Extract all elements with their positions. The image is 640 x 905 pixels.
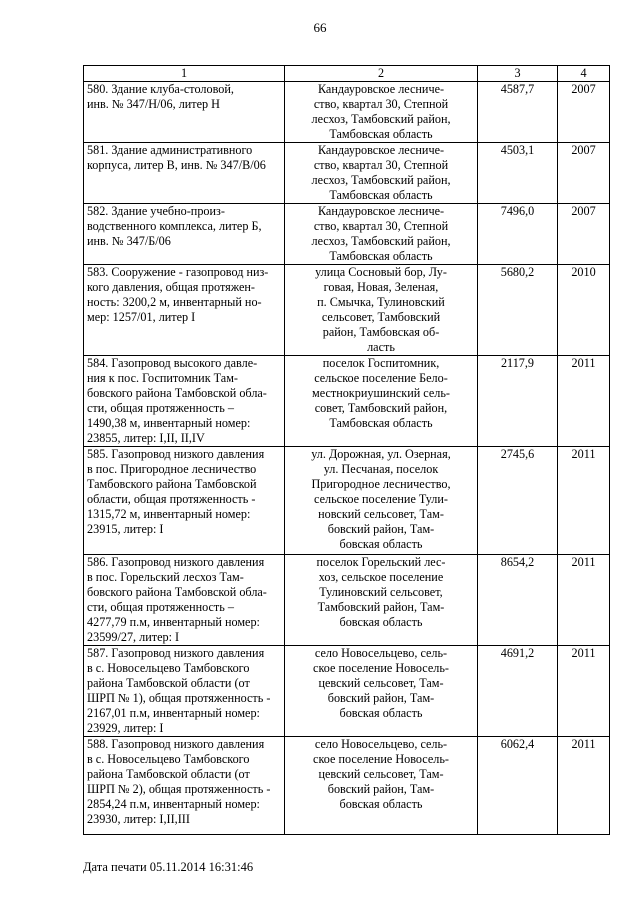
object-year-cell: 2011	[558, 737, 610, 835]
object-year-cell: 2011	[558, 646, 610, 737]
object-location-cell: Кандауровское лесниче- ство, квартал 30, Степной лесхоз, Тамбовский район, Тамбовская область	[285, 82, 478, 143]
property-table	[83, 65, 610, 835]
object-year-cell: 2011	[558, 447, 610, 555]
object-year-cell: 2007	[558, 204, 610, 265]
object-location-cell: поселок Горельский лес- хоз, сельское поселение Тулиновский сельсовет, Тамбовский район, Там- бовская область	[285, 555, 478, 646]
object-name-cell: 581. Здание административного корпуса, литер В, инв. № 347/В/06	[84, 143, 285, 204]
object-year-cell: 2011	[558, 356, 610, 447]
object-year-cell: 2010	[558, 265, 610, 356]
table-row	[84, 143, 610, 204]
object-name-cell: 586. Газопровод низкого давления в пос. Горельский лесхоз Там- бовского района Тамбовской обла- сти, общая протяженность – 4277,79 п.м, инвентарный номер: 23599/27, литер: I	[84, 555, 285, 646]
object-value-cell: 2117,9	[478, 356, 558, 447]
object-value-cell: 4587,7	[478, 82, 558, 143]
object-year-cell: 2011	[558, 555, 610, 646]
column-header-4: 4	[558, 66, 610, 82]
table-row	[84, 82, 610, 143]
object-name-cell: 584. Газопровод высокого давле- ния к пос. Госпитомник Там- бовского района Тамбовской обла- сти, общая протяженность – 1490,38 м, инвентарный номер: 23855, литер: I,II, II,IV	[84, 356, 285, 447]
table-row	[84, 447, 610, 555]
object-location-cell: улица Сосновый бор, Лу- говая, Новая, Зеленая, п. Смычка, Тулиновский сельсовет, Тамбовский район, Тамбовская об- ласть	[285, 265, 478, 356]
object-location-cell: Кандауровское лесниче- ство, квартал 30, Степной лесхоз, Тамбовский район, Тамбовская область	[285, 143, 478, 204]
object-year-cell: 2007	[558, 143, 610, 204]
object-name-cell: 587. Газопровод низкого давления в с. Новосельцево Тамбовского района Тамбовской области (от ШРП № 1), общая протяженность - 2167,01 п.м, инвентарный номер: 23929, литер: I	[84, 646, 285, 737]
page-number: 66	[313, 20, 327, 35]
column-header-1: 1	[84, 66, 285, 82]
object-value-cell: 8654,2	[478, 555, 558, 646]
column-header-3: 3	[478, 66, 558, 82]
object-year-cell: 2007	[558, 82, 610, 143]
object-value-cell: 6062,4	[478, 737, 558, 835]
object-name-cell: 582. Здание учебно-произ- водственного комплекса, литер Б, инв. № 347/Б/06	[84, 204, 285, 265]
object-value-cell: 2745,6	[478, 447, 558, 555]
table-row	[84, 737, 610, 835]
column-header-2: 2	[285, 66, 478, 82]
table-row	[84, 555, 610, 646]
object-name-cell: 580. Здание клуба-столовой, инв. № 347/Н/06, литер Н	[84, 82, 285, 143]
object-name-cell: 583. Сооружение - газопровод низ- кого давления, общая протяжен- ность: 3200,2 м, инвентарный но- мер: 1257/01, литер I	[84, 265, 285, 356]
object-location-cell: ул. Дорожная, ул. Озерная, ул. Песчаная, поселок Пригородное лесничество, сельское поселение Тули- новский сельсовет, Там- бовский район, Там- бовская область	[285, 447, 478, 555]
object-location-cell: Кандауровское лесниче- ство, квартал 30, Степной лесхоз, Тамбовский район, Тамбовская область	[285, 204, 478, 265]
object-value-cell: 7496,0	[478, 204, 558, 265]
table-header-row	[84, 66, 610, 82]
object-value-cell: 4503,1	[478, 143, 558, 204]
table-row	[84, 204, 610, 265]
object-value-cell: 5680,2	[478, 265, 558, 356]
object-location-cell: поселок Госпитомник, сельское поселение Бело- местнокриушинский сель- совет, Тамбовский район, Тамбовская область	[285, 356, 478, 447]
table-row	[84, 265, 610, 356]
object-name-cell: 588. Газопровод низкого давления в с. Новосельцево Тамбовского района Тамбовской области (от ШРП № 2), общая протяженность - 2854,24 п.м, инвентарный номер: 23930, литер: I,II,III	[84, 737, 285, 835]
table-row	[84, 646, 610, 737]
object-value-cell: 4691,2	[478, 646, 558, 737]
print-date: Дата печати 05.11.2014 16:31:46	[83, 860, 254, 874]
object-name-cell: 585. Газопровод низкого давления в пос. Пригородное лесничество Тамбовского района Тамбовской области, общая протяженность - 1315,72 м, инвентарный номер: 23915, литер: I	[84, 447, 285, 555]
object-location-cell: село Новосельцево, сель- ское поселение Новосель- цевский сельсовет, Там- бовский район, Там- бовская область	[285, 646, 478, 737]
object-location-cell: село Новосельцево, сель- ское поселение Новосель- цевский сельсовет, Там- бовский район, Там- бовская область	[285, 737, 478, 835]
table-row	[84, 356, 610, 447]
